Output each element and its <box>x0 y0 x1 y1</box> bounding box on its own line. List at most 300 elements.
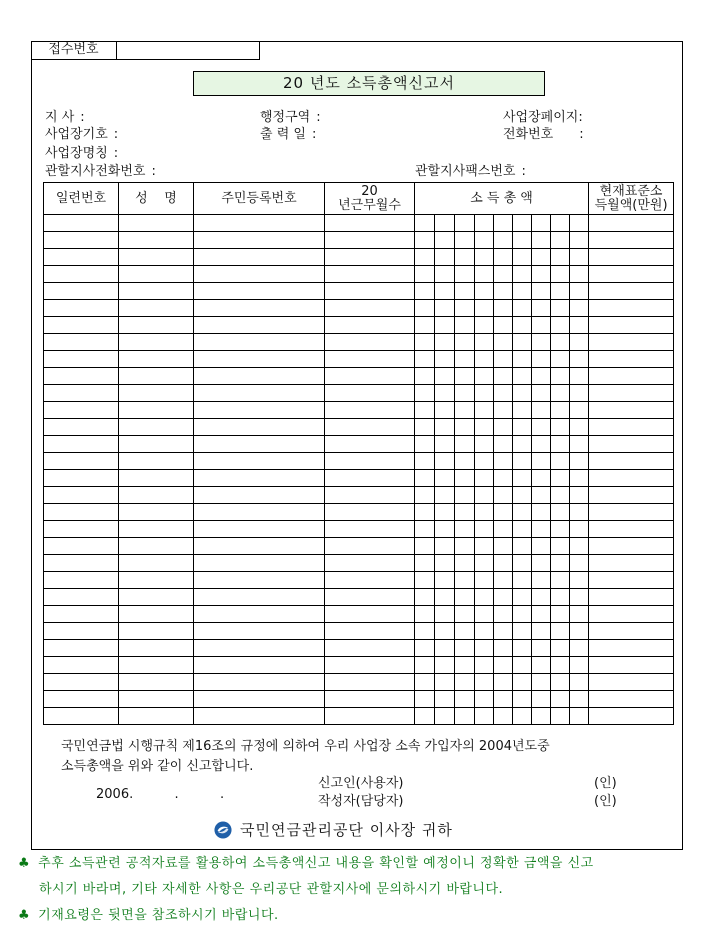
table-cell[interactable] <box>119 368 194 385</box>
table-cell[interactable] <box>494 606 513 623</box>
table-cell[interactable] <box>194 215 325 232</box>
table-cell[interactable] <box>455 555 475 572</box>
table-cell[interactable] <box>532 334 551 351</box>
table-cell[interactable] <box>532 249 551 266</box>
table-cell[interactable] <box>494 674 513 691</box>
table-cell[interactable] <box>119 419 194 436</box>
table-cell[interactable] <box>513 657 532 674</box>
table-cell[interactable] <box>194 266 325 283</box>
table-cell[interactable] <box>325 504 415 521</box>
table-cell[interactable] <box>551 606 570 623</box>
table-cell[interactable] <box>475 232 494 249</box>
table-cell[interactable] <box>455 538 475 555</box>
table-cell[interactable] <box>494 623 513 640</box>
table-cell[interactable] <box>475 283 494 300</box>
table-cell[interactable] <box>551 589 570 606</box>
table-cell[interactable] <box>44 249 119 266</box>
table-cell[interactable] <box>455 215 475 232</box>
table-cell[interactable] <box>194 283 325 300</box>
table-cell[interactable] <box>475 708 494 725</box>
table-cell[interactable] <box>415 640 435 657</box>
table-cell[interactable] <box>44 215 119 232</box>
table-cell[interactable] <box>194 453 325 470</box>
table-cell[interactable] <box>532 351 551 368</box>
table-cell[interactable] <box>435 436 455 453</box>
table-cell[interactable] <box>194 436 325 453</box>
table-cell[interactable] <box>194 589 325 606</box>
table-cell[interactable] <box>435 232 455 249</box>
table-cell[interactable] <box>570 470 589 487</box>
table-cell[interactable] <box>194 708 325 725</box>
table-cell[interactable] <box>551 555 570 572</box>
table-cell[interactable] <box>194 419 325 436</box>
table-cell[interactable] <box>475 674 494 691</box>
table-cell[interactable] <box>570 300 589 317</box>
table-cell[interactable] <box>532 436 551 453</box>
table-cell[interactable] <box>570 504 589 521</box>
table-cell[interactable] <box>513 640 532 657</box>
table-cell[interactable] <box>44 504 119 521</box>
table-cell[interactable] <box>551 334 570 351</box>
table-cell[interactable] <box>44 419 119 436</box>
table-cell[interactable] <box>415 385 435 402</box>
table-cell[interactable] <box>494 283 513 300</box>
table-cell[interactable] <box>325 436 415 453</box>
table-cell[interactable] <box>455 572 475 589</box>
table-cell[interactable] <box>119 589 194 606</box>
table-cell[interactable] <box>415 334 435 351</box>
table-cell[interactable] <box>435 521 455 538</box>
table-cell[interactable] <box>325 385 415 402</box>
table-cell[interactable] <box>455 419 475 436</box>
table-cell[interactable] <box>551 521 570 538</box>
table-cell[interactable] <box>435 453 455 470</box>
table-cell[interactable] <box>325 402 415 419</box>
table-cell[interactable] <box>532 657 551 674</box>
table-cell[interactable] <box>119 538 194 555</box>
table-cell[interactable] <box>532 317 551 334</box>
table-cell[interactable] <box>455 606 475 623</box>
table-cell[interactable] <box>532 606 551 623</box>
table-cell[interactable] <box>119 708 194 725</box>
table-cell[interactable] <box>119 266 194 283</box>
table-cell[interactable] <box>551 419 570 436</box>
table-cell[interactable] <box>194 572 325 589</box>
table-cell[interactable] <box>325 419 415 436</box>
table-cell[interactable] <box>475 317 494 334</box>
table-cell[interactable] <box>551 283 570 300</box>
table-cell[interactable] <box>415 538 435 555</box>
table-cell[interactable] <box>435 368 455 385</box>
table-cell[interactable] <box>455 487 475 504</box>
table-cell[interactable] <box>494 368 513 385</box>
table-cell[interactable] <box>570 674 589 691</box>
table-cell[interactable] <box>494 708 513 725</box>
table-cell[interactable] <box>513 283 532 300</box>
table-cell[interactable] <box>415 402 435 419</box>
table-cell[interactable] <box>513 436 532 453</box>
table-cell[interactable] <box>475 453 494 470</box>
table-cell[interactable] <box>532 385 551 402</box>
table-cell[interactable] <box>589 283 674 300</box>
table-cell[interactable] <box>194 657 325 674</box>
table-cell[interactable] <box>532 402 551 419</box>
table-cell[interactable] <box>415 249 435 266</box>
table-cell[interactable] <box>570 521 589 538</box>
table-cell[interactable] <box>589 266 674 283</box>
table-cell[interactable] <box>551 453 570 470</box>
table-cell[interactable] <box>119 402 194 419</box>
table-cell[interactable] <box>435 589 455 606</box>
table-cell[interactable] <box>589 453 674 470</box>
table-cell[interactable] <box>570 419 589 436</box>
table-cell[interactable] <box>455 436 475 453</box>
table-cell[interactable] <box>475 249 494 266</box>
table-cell[interactable] <box>44 623 119 640</box>
table-cell[interactable] <box>589 351 674 368</box>
table-cell[interactable] <box>44 368 119 385</box>
table-cell[interactable] <box>415 691 435 708</box>
table-cell[interactable] <box>513 402 532 419</box>
table-cell[interactable] <box>551 487 570 504</box>
table-cell[interactable] <box>532 419 551 436</box>
table-cell[interactable] <box>44 317 119 334</box>
table-cell[interactable] <box>435 691 455 708</box>
table-cell[interactable] <box>194 402 325 419</box>
table-cell[interactable] <box>119 436 194 453</box>
table-cell[interactable] <box>44 266 119 283</box>
table-cell[interactable] <box>435 334 455 351</box>
table-cell[interactable] <box>415 623 435 640</box>
table-cell[interactable] <box>475 402 494 419</box>
table-cell[interactable] <box>415 368 435 385</box>
table-cell[interactable] <box>119 606 194 623</box>
table-cell[interactable] <box>435 266 455 283</box>
table-cell[interactable] <box>551 640 570 657</box>
table-cell[interactable] <box>325 249 415 266</box>
table-cell[interactable] <box>119 657 194 674</box>
table-cell[interactable] <box>435 402 455 419</box>
table-cell[interactable] <box>435 708 455 725</box>
table-cell[interactable] <box>325 215 415 232</box>
table-cell[interactable] <box>494 504 513 521</box>
table-cell[interactable] <box>44 470 119 487</box>
table-cell[interactable] <box>455 300 475 317</box>
table-cell[interactable] <box>475 572 494 589</box>
table-cell[interactable] <box>570 538 589 555</box>
table-cell[interactable] <box>589 674 674 691</box>
table-cell[interactable] <box>570 232 589 249</box>
table-cell[interactable] <box>455 368 475 385</box>
table-cell[interactable] <box>494 300 513 317</box>
table-cell[interactable] <box>494 470 513 487</box>
table-cell[interactable] <box>455 657 475 674</box>
table-cell[interactable] <box>532 589 551 606</box>
table-cell[interactable] <box>570 283 589 300</box>
table-cell[interactable] <box>119 504 194 521</box>
table-cell[interactable] <box>494 640 513 657</box>
table-cell[interactable] <box>570 453 589 470</box>
table-cell[interactable] <box>551 708 570 725</box>
table-cell[interactable] <box>119 453 194 470</box>
table-cell[interactable] <box>494 266 513 283</box>
table-cell[interactable] <box>455 385 475 402</box>
table-cell[interactable] <box>494 453 513 470</box>
table-cell[interactable] <box>570 657 589 674</box>
table-cell[interactable] <box>551 538 570 555</box>
table-cell[interactable] <box>570 402 589 419</box>
table-cell[interactable] <box>119 232 194 249</box>
table-cell[interactable] <box>44 283 119 300</box>
table-cell[interactable] <box>589 504 674 521</box>
table-cell[interactable] <box>532 368 551 385</box>
table-cell[interactable] <box>589 521 674 538</box>
table-cell[interactable] <box>589 555 674 572</box>
table-cell[interactable] <box>44 385 119 402</box>
table-cell[interactable] <box>455 640 475 657</box>
table-cell[interactable] <box>532 640 551 657</box>
table-cell[interactable] <box>415 606 435 623</box>
table-cell[interactable] <box>194 538 325 555</box>
table-cell[interactable] <box>589 623 674 640</box>
table-cell[interactable] <box>194 470 325 487</box>
table-cell[interactable] <box>44 691 119 708</box>
table-cell[interactable] <box>475 606 494 623</box>
table-cell[interactable] <box>513 538 532 555</box>
table-cell[interactable] <box>194 317 325 334</box>
table-cell[interactable] <box>325 232 415 249</box>
table-cell[interactable] <box>589 487 674 504</box>
table-cell[interactable] <box>532 623 551 640</box>
table-cell[interactable] <box>435 674 455 691</box>
table-cell[interactable] <box>494 538 513 555</box>
table-cell[interactable] <box>513 266 532 283</box>
table-cell[interactable] <box>475 470 494 487</box>
table-cell[interactable] <box>589 249 674 266</box>
table-cell[interactable] <box>513 691 532 708</box>
table-cell[interactable] <box>455 283 475 300</box>
table-cell[interactable] <box>494 215 513 232</box>
table-cell[interactable] <box>194 351 325 368</box>
table-cell[interactable] <box>325 674 415 691</box>
table-cell[interactable] <box>513 470 532 487</box>
table-cell[interactable] <box>435 657 455 674</box>
table-cell[interactable] <box>532 691 551 708</box>
table-cell[interactable] <box>44 487 119 504</box>
table-cell[interactable] <box>325 300 415 317</box>
table-cell[interactable] <box>194 385 325 402</box>
table-cell[interactable] <box>513 453 532 470</box>
table-cell[interactable] <box>513 300 532 317</box>
table-cell[interactable] <box>513 215 532 232</box>
table-cell[interactable] <box>513 317 532 334</box>
table-cell[interactable] <box>513 385 532 402</box>
table-cell[interactable] <box>415 521 435 538</box>
table-cell[interactable] <box>119 283 194 300</box>
table-cell[interactable] <box>551 436 570 453</box>
table-cell[interactable] <box>513 487 532 504</box>
table-cell[interactable] <box>119 521 194 538</box>
table-cell[interactable] <box>325 334 415 351</box>
table-cell[interactable] <box>194 640 325 657</box>
table-cell[interactable] <box>119 470 194 487</box>
table-cell[interactable] <box>44 572 119 589</box>
table-cell[interactable] <box>494 402 513 419</box>
table-cell[interactable] <box>44 538 119 555</box>
table-cell[interactable] <box>570 589 589 606</box>
table-cell[interactable] <box>44 674 119 691</box>
table-cell[interactable] <box>570 487 589 504</box>
table-cell[interactable] <box>44 657 119 674</box>
table-cell[interactable] <box>325 657 415 674</box>
table-cell[interactable] <box>532 708 551 725</box>
table-cell[interactable] <box>119 385 194 402</box>
table-cell[interactable] <box>435 385 455 402</box>
table-cell[interactable] <box>325 606 415 623</box>
table-cell[interactable] <box>570 385 589 402</box>
table-cell[interactable] <box>44 351 119 368</box>
table-cell[interactable] <box>455 504 475 521</box>
table-cell[interactable] <box>513 572 532 589</box>
table-cell[interactable] <box>44 232 119 249</box>
table-cell[interactable] <box>475 351 494 368</box>
table-cell[interactable] <box>494 419 513 436</box>
table-cell[interactable] <box>455 674 475 691</box>
table-cell[interactable] <box>475 555 494 572</box>
table-cell[interactable] <box>119 249 194 266</box>
table-cell[interactable] <box>532 470 551 487</box>
table-cell[interactable] <box>513 708 532 725</box>
table-cell[interactable] <box>119 334 194 351</box>
table-cell[interactable] <box>119 351 194 368</box>
table-cell[interactable] <box>532 300 551 317</box>
table-cell[interactable] <box>44 436 119 453</box>
table-cell[interactable] <box>589 334 674 351</box>
table-cell[interactable] <box>589 402 674 419</box>
table-cell[interactable] <box>494 317 513 334</box>
table-cell[interactable] <box>551 674 570 691</box>
table-cell[interactable] <box>570 555 589 572</box>
table-cell[interactable] <box>513 555 532 572</box>
table-cell[interactable] <box>494 436 513 453</box>
table-cell[interactable] <box>455 351 475 368</box>
table-cell[interactable] <box>415 300 435 317</box>
table-cell[interactable] <box>325 317 415 334</box>
table-cell[interactable] <box>551 368 570 385</box>
table-cell[interactable] <box>44 606 119 623</box>
table-cell[interactable] <box>513 623 532 640</box>
table-cell[interactable] <box>494 521 513 538</box>
table-cell[interactable] <box>194 249 325 266</box>
table-cell[interactable] <box>415 487 435 504</box>
table-cell[interactable] <box>44 334 119 351</box>
table-cell[interactable] <box>455 691 475 708</box>
table-cell[interactable] <box>532 572 551 589</box>
table-cell[interactable] <box>494 657 513 674</box>
table-cell[interactable] <box>551 504 570 521</box>
table-cell[interactable] <box>435 538 455 555</box>
table-cell[interactable] <box>325 283 415 300</box>
table-cell[interactable] <box>551 691 570 708</box>
table-cell[interactable] <box>589 436 674 453</box>
table-cell[interactable] <box>589 708 674 725</box>
table-cell[interactable] <box>475 504 494 521</box>
table-cell[interactable] <box>494 232 513 249</box>
table-cell[interactable] <box>325 368 415 385</box>
table-cell[interactable] <box>194 300 325 317</box>
table-cell[interactable] <box>455 589 475 606</box>
table-cell[interactable] <box>494 385 513 402</box>
table-cell[interactable] <box>415 555 435 572</box>
table-cell[interactable] <box>475 521 494 538</box>
table-cell[interactable] <box>570 266 589 283</box>
table-cell[interactable] <box>589 657 674 674</box>
table-cell[interactable] <box>435 283 455 300</box>
table-cell[interactable] <box>455 402 475 419</box>
table-cell[interactable] <box>551 351 570 368</box>
table-cell[interactable] <box>532 674 551 691</box>
table-cell[interactable] <box>551 215 570 232</box>
table-cell[interactable] <box>494 572 513 589</box>
table-cell[interactable] <box>194 674 325 691</box>
table-cell[interactable] <box>551 470 570 487</box>
table-cell[interactable] <box>435 572 455 589</box>
table-cell[interactable] <box>589 232 674 249</box>
table-cell[interactable] <box>455 249 475 266</box>
table-cell[interactable] <box>475 589 494 606</box>
table-cell[interactable] <box>532 521 551 538</box>
table-cell[interactable] <box>551 657 570 674</box>
table-cell[interactable] <box>415 470 435 487</box>
table-cell[interactable] <box>475 436 494 453</box>
table-cell[interactable] <box>415 453 435 470</box>
table-cell[interactable] <box>119 674 194 691</box>
table-cell[interactable] <box>532 487 551 504</box>
table-cell[interactable] <box>494 691 513 708</box>
table-cell[interactable] <box>119 317 194 334</box>
table-cell[interactable] <box>513 589 532 606</box>
table-cell[interactable] <box>475 334 494 351</box>
table-cell[interactable] <box>44 589 119 606</box>
table-cell[interactable] <box>325 487 415 504</box>
table-cell[interactable] <box>532 538 551 555</box>
table-cell[interactable] <box>44 708 119 725</box>
table-cell[interactable] <box>194 504 325 521</box>
table-cell[interactable] <box>475 623 494 640</box>
table-cell[interactable] <box>435 317 455 334</box>
table-cell[interactable] <box>455 266 475 283</box>
table-cell[interactable] <box>435 215 455 232</box>
table-cell[interactable] <box>44 640 119 657</box>
table-cell[interactable] <box>415 708 435 725</box>
table-cell[interactable] <box>435 504 455 521</box>
table-cell[interactable] <box>475 266 494 283</box>
table-cell[interactable] <box>415 419 435 436</box>
table-cell[interactable] <box>194 232 325 249</box>
table-cell[interactable] <box>194 368 325 385</box>
table-cell[interactable] <box>513 419 532 436</box>
table-cell[interactable] <box>589 572 674 589</box>
table-cell[interactable] <box>325 470 415 487</box>
table-cell[interactable] <box>475 538 494 555</box>
table-cell[interactable] <box>325 640 415 657</box>
table-cell[interactable] <box>435 470 455 487</box>
table-cell[interactable] <box>494 249 513 266</box>
table-cell[interactable] <box>325 589 415 606</box>
table-cell[interactable] <box>415 317 435 334</box>
table-cell[interactable] <box>513 249 532 266</box>
table-cell[interactable] <box>325 351 415 368</box>
